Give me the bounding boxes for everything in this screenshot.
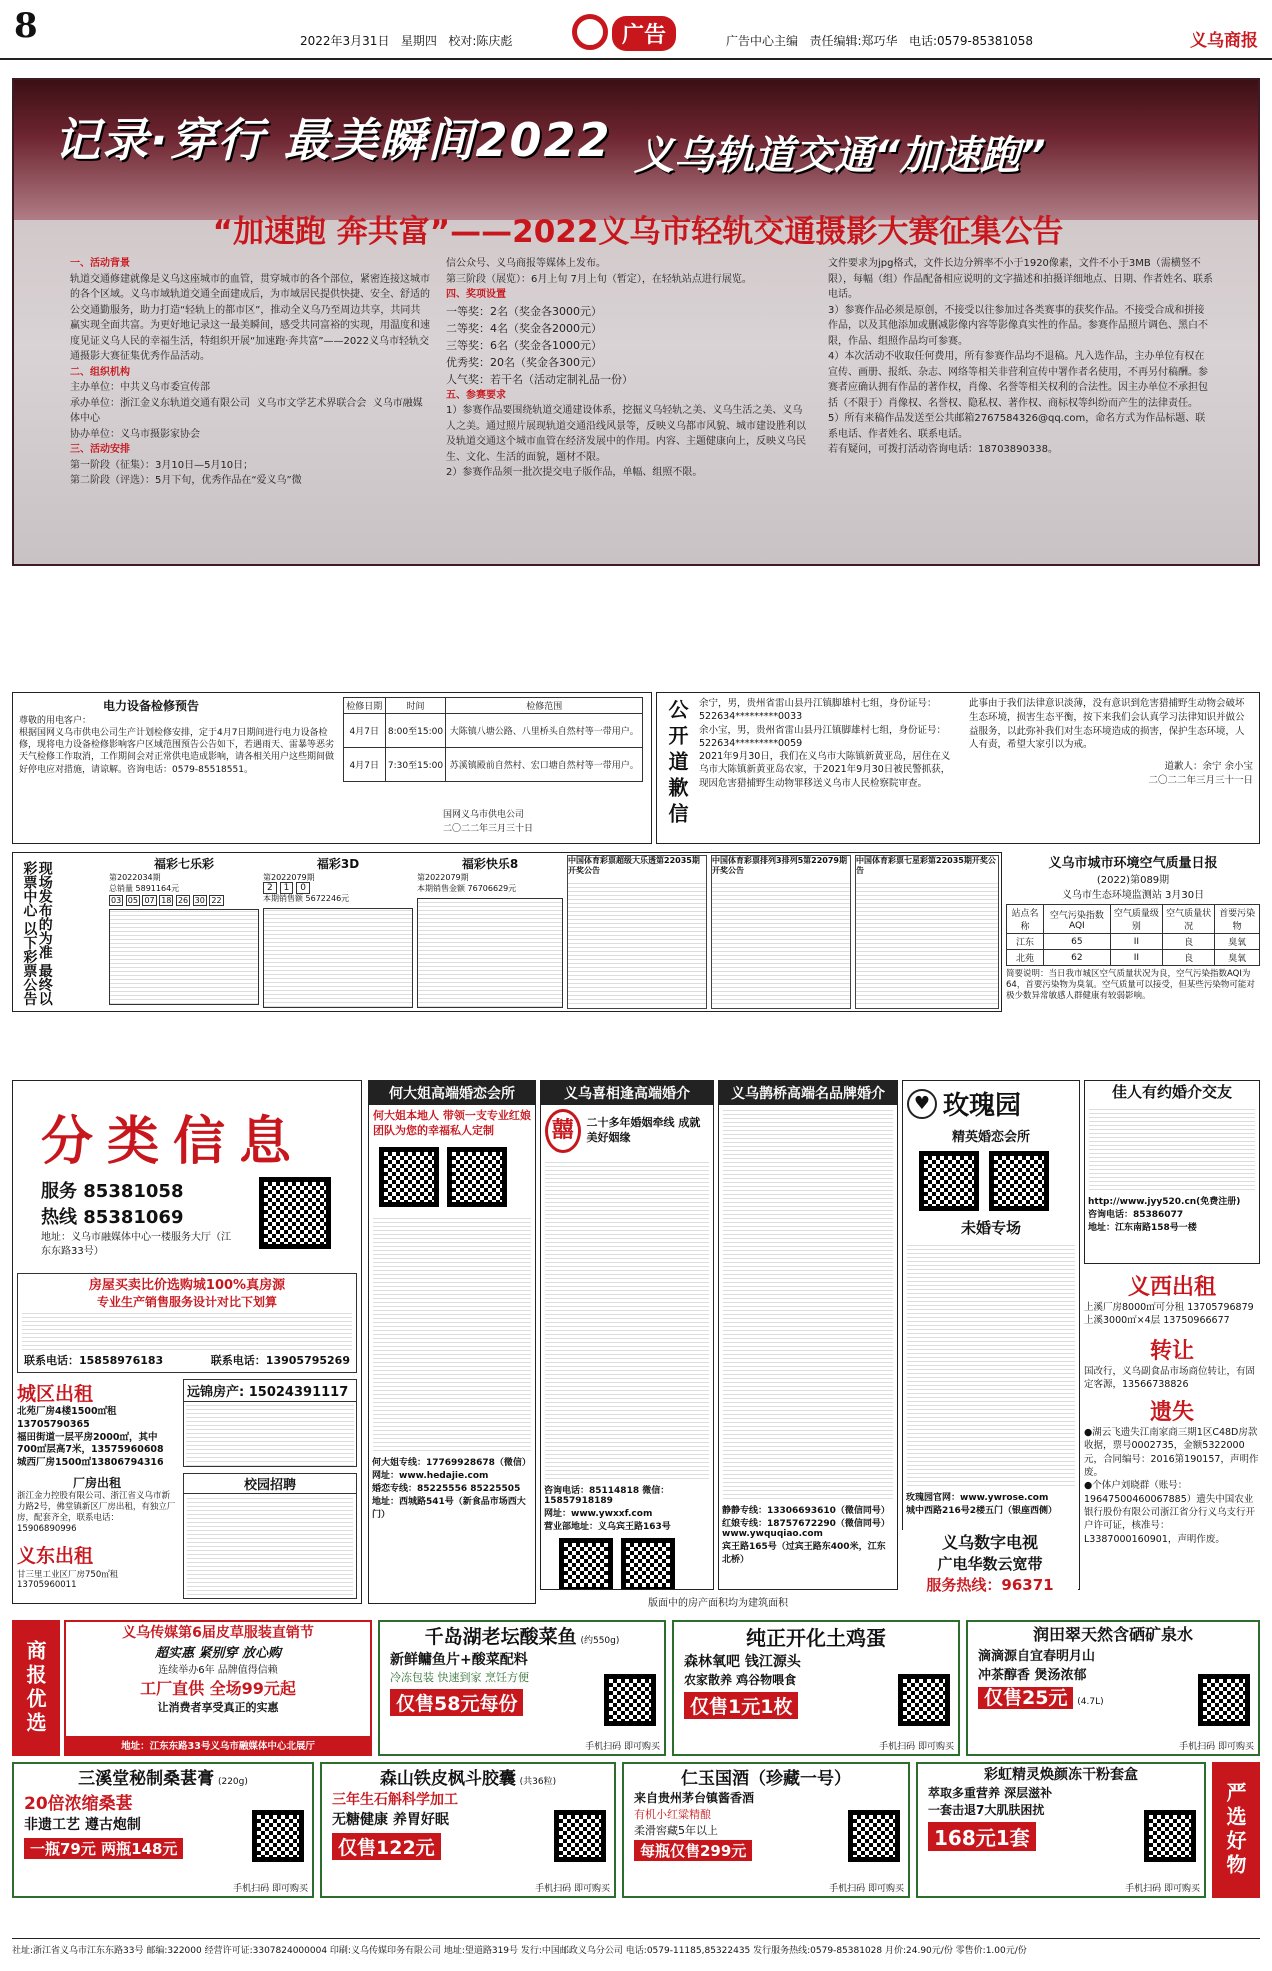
page-header: [0, 0, 1272, 60]
scan-label: 手机扫码 即可购买: [1179, 1742, 1254, 1752]
rose-garden-agency: [902, 1080, 1080, 1590]
sports-lottery-1: 中国体育彩票超级大乐透第22035期开奖公告: [567, 855, 707, 1009]
agency-slogan: 二十多年婚姻牵线 成就美好姻缘: [586, 1116, 701, 1144]
agency-web: 网址：www.hedajie.com: [372, 1470, 489, 1481]
qr-code-icon[interactable]: [621, 1538, 675, 1590]
marriage-agency-queqiao: [718, 1080, 898, 1590]
yuanjin-title: 远锦房产: [187, 1385, 240, 1400]
classified-address: 地址：义乌市融媒体中心一楼服务大厅（江东东路33号）: [41, 1232, 231, 1257]
paper-logo: 义乌商报: [1190, 31, 1258, 51]
east-rent-title: 义东出租: [17, 1545, 94, 1568]
product-title: 仁玉国酒（珍藏一号）: [681, 1769, 851, 1789]
section-label: 广告: [612, 16, 676, 51]
section-phone: 电话:0579-85381058: [908, 34, 1033, 48]
jiaren-web: http://www.jyy520.cn(免费注册): [1088, 1197, 1241, 1207]
classified-title: 分类信息: [41, 1112, 306, 1172]
apology-person-1: 余宁，男，贵州省雷山县丹江镇脚雄村七组，身份证号：522634*********0033: [699, 698, 937, 723]
area-disclaimer: 版面中的房产面积均为建筑面积: [648, 1598, 788, 1609]
product-line: 20倍浓缩桑葚: [24, 1794, 133, 1814]
section-host: 广告中心主编: [726, 34, 799, 48]
product-price: 仅售1元1枚: [684, 1692, 798, 1719]
section-heading: 四、奖项设置: [446, 289, 506, 300]
table-header: 检修范围: [446, 698, 643, 714]
product-eggs[interactable]: [672, 1620, 960, 1756]
heart-icon: ♥: [907, 1089, 937, 1119]
product-line: 让消费者享受真正的实惠: [157, 1701, 279, 1714]
product-line: 农家散养 鸡谷物喂食: [684, 1673, 797, 1687]
section-heading: 二、组织机构: [70, 366, 130, 378]
rose-subtitle: 精英婚恋会所: [951, 1130, 1030, 1145]
product-weight: (共36粒): [519, 1777, 557, 1787]
product-fur-sale[interactable]: [64, 1620, 372, 1756]
lost-text: ●湖云飞遗失江南家商三期1区C48D房款收据，票号0002735，金额5322000元，合同编号：2016第190157，声明作废。 ●个体户刘晓群（账号：19647500460067885）遗失中国农业银行股份有限公司浙江省分行义乌支行开户许可证，核准号：L3387000160901，声明作废。: [1084, 1427, 1259, 1545]
product-line: 来自贵州茅台镇酱香酒: [634, 1791, 755, 1805]
product-title: 义乌传媒第6届皮草服装直销节: [122, 1625, 314, 1641]
product-line: 森林氧吧 钱江源头: [684, 1654, 801, 1670]
product-mineral-water[interactable]: [966, 1620, 1260, 1756]
apology-statement: 此事由于我们法律意识淡薄，没有意识到危害猎捕野生动物会破坏生态环境，损害生态平衡，按下来我们会认真学习法律知识并做公益服务，以此弥补我们对生态环境造成的损害，保护生态环境，人人有责，希望大家引以为戒。: [969, 698, 1245, 751]
yuanjin-realty: 远锦房产: 15024391117: [183, 1379, 357, 1467]
agency-tel: 婚恋专线：85225556 85225505: [372, 1483, 521, 1494]
sports-lottery-3: 中国体育彩票七星彩第22035期开奖公告: [855, 855, 999, 1009]
fc3d-sales: 本期销售额 5672246元: [263, 894, 350, 903]
air-note: 简要说明：当日我市城区空气质量状况为良，空气污染指数AQI为64，首要污染物为臭氧。空气质量可以接受，但某些污染物可能对极少数异常敏感人群健康有较弱影响。: [1006, 969, 1255, 1002]
qr-code-icon[interactable]: [447, 1147, 507, 1207]
table-header: 时间: [385, 698, 446, 714]
weekday: 星期四: [400, 34, 437, 48]
agency-addr: 营业部地址：义乌宾王路163号: [544, 1522, 671, 1532]
public-apology-letter: [656, 692, 1260, 844]
rose-site: 玫瑰园官网：www.ywrose.com: [906, 1493, 1049, 1503]
product-price: 一瓶79元 两瓶148元: [24, 1838, 183, 1859]
banner-slogan: 义乌轨道交通“加速跑”: [634, 133, 1046, 179]
product-line: 有机小红粱精酿: [634, 1808, 711, 1821]
series-title: 记录·穿行 最美瞬间2022: [54, 113, 612, 167]
marriage-agency-hedajie: [368, 1080, 536, 1604]
scan-label: 手机扫码 即可购买: [535, 1884, 610, 1894]
section-text: 主办单位：中共义乌市委宣传部 承办单位：浙江金义东轨道交通有限公司 义乌市文学艺术界联合会 义乌市融媒体中心 协办单位：义乌市摄影家协会: [70, 382, 423, 440]
product-baijiu[interactable]: [622, 1762, 910, 1898]
qlc-sales: 总销量 5891164元: [109, 884, 180, 893]
house-ad-subtitle: 专业生产销售服务设计对比下划算: [96, 1295, 277, 1309]
section-text: 信公众号、义乌商报等媒体上发布。 第三阶段（展览）：6月上旬 7月上旬（暂定），在轻轨站点进行展览。: [446, 258, 752, 285]
west-rent-title: 义西出租: [1127, 1275, 1216, 1300]
notice-signature: 国网义乌市供电公司: [443, 810, 525, 820]
section-text: 一等奖：2名（奖金各3000元） 二等奖：4名（奖金各2000元） 三等奖：6名（奖金各1000元） 优秀奖：20名（奖金各300元） 人气奖：若干名（活动定制礼品一份）: [446, 304, 633, 386]
fc3d-issue: 第2022079期: [263, 873, 315, 882]
scan-label: 手机扫码 即可购买: [1125, 1884, 1200, 1894]
kl8-block: [417, 853, 563, 1012]
table-row: 江东 65 II 良 臭氧: [1007, 934, 1260, 950]
product-line: 三年生石斛科学加工: [332, 1792, 458, 1808]
qr-code-icon[interactable]: [559, 1538, 613, 1590]
product-line: 工厂直供 全场99元起: [140, 1679, 296, 1698]
west-rent-text: 上溪厂房8000㎡可分租 13705796879 上溪3000㎡×4层 13750966677: [1084, 1302, 1254, 1327]
agency-title: 义乌喜相逢高端婚介: [541, 1081, 713, 1105]
air-issue: (2022)第089期: [1096, 875, 1170, 886]
qr-code-icon[interactable]: [259, 1177, 331, 1249]
agency-tel: 静静专线：13306693610（微信同号）: [722, 1506, 890, 1516]
product-line: 连续举办6年 品牌值得信赖: [158, 1665, 278, 1676]
house-ad-title: 房屋买卖比价选购城100%真房源: [88, 1278, 286, 1293]
product-title: 千岛湖老坛酸菜鱼: [424, 1626, 577, 1648]
section-heading: 三、活动安排: [70, 444, 130, 455]
product-price: 仅售122元: [332, 1833, 441, 1860]
qr-code-icon[interactable]: [898, 1674, 950, 1726]
agency-tel-2: 红娘专线：18757672290（微信同号）: [722, 1519, 890, 1529]
air-date: 3月30日: [1165, 890, 1205, 901]
factory-rent-title: 厂房出租: [72, 1476, 121, 1491]
section-logo-icon: [572, 14, 608, 50]
product-freeze-dried-powder[interactable]: [916, 1762, 1206, 1898]
side-label-right: 严选好物: [1212, 1762, 1260, 1898]
lost-title: 遗失: [1149, 1400, 1194, 1426]
agency-title: 义乌鹊桥高端名品牌婚介: [719, 1081, 897, 1105]
table-header: 检修日期: [344, 698, 386, 714]
product-price: 每瓶仅售299元: [634, 1840, 752, 1861]
agency-addr: 宾王路165号（过宾王路东400米，江东北桥）: [722, 1542, 886, 1565]
section-text: 轨道交通修建就像是义乌这座城市的血管，贯穿城市的各个部位，紧密连接这城市的各个区域。义乌市域轨道交通全面建成后，为市域居民提供快捷、安全、舒适的公交通勤服务，助力打造“轻轨上的都市区”，推动全义乌乃至周边共享，共同共赢实现全面共富。为更好地记录这一最美瞬间，感受共同富裕的实现，用温度和速度见证义乌人民的幸福生活，特组织开展“加速跑·奔共富”——2022义乌市轻轨交通摄影大赛征集优秀作品活动。: [70, 273, 430, 362]
rose-special: 未婚专场: [960, 1219, 1021, 1237]
east-rent-text: 甘三里工业区厂房750㎡租13705960011: [17, 1570, 119, 1591]
house-phone-2: 联系电话：13905795269: [210, 1354, 350, 1367]
fc3d-numbers: 2 1 0: [263, 883, 413, 893]
rose-title: 玫瑰园: [943, 1091, 1022, 1121]
digital-tv-ad: [902, 1530, 1078, 1600]
footer-text: 社址:浙江省义乌市江东东路33号 邮编:322000 经营许可证:3307824000004 印刷:义乌传媒印务有限公司 地址:望道路319号 发行:中国邮政义乌分公司 电话:0579-11185,85322435 发行服务热线:0579-85381028 月价:24.90元/份 零售价:1.00元/份: [12, 1946, 1027, 1956]
campus-recruitment: [183, 1473, 357, 1599]
qr-code-icon[interactable]: [252, 1810, 304, 1862]
house-trade-ad: [17, 1273, 357, 1373]
page-number: 8: [14, 6, 38, 46]
section-editor: 责任编辑:郑巧华: [809, 34, 898, 48]
contest-col-1: [70, 256, 430, 489]
house-phone-1: 联系电话：15858976183: [24, 1354, 164, 1367]
product-dendrobium-capsule[interactable]: [320, 1762, 616, 1898]
product-line: 冷冻包装 快速到家 烹饪方便: [390, 1671, 529, 1684]
qlc-numbers: 03 05 07 18 26 30 22: [111, 896, 222, 905]
agency-title: 何大姐高端婚恋会所: [369, 1081, 535, 1105]
product-weight: (220g): [217, 1777, 248, 1787]
maintenance-table: [343, 697, 643, 782]
qr-code-icon[interactable]: [379, 1147, 439, 1207]
qlc-issue: 第2022034期: [109, 873, 161, 882]
service-label: 服务: [41, 1181, 77, 1202]
side-label-left: 商报优选: [12, 1620, 60, 1756]
apology-date: 二〇二二年三月三十一日: [1148, 774, 1253, 786]
hotline-number: 85381069: [83, 1207, 184, 1228]
product-line: 冲茶醇香 煲汤浓郁: [978, 1668, 1087, 1683]
scan-label: 手机扫码 即可购买: [233, 1884, 308, 1894]
jiaren-phone: 咨询电话：85386077: [1088, 1210, 1184, 1220]
product-mulberry-paste[interactable]: [12, 1762, 314, 1898]
table-row: 北苑 62 II 良 臭氧: [1007, 950, 1260, 966]
air-quality-report: [1006, 852, 1260, 1012]
factory-rent-text: 浙江金力控股有限公司、浙江省义乌市新力路2号，佛堂镇新区厂房出租，有独立厂房，配套齐全，联系电话：15906890996: [17, 1491, 176, 1535]
agency-contact: 何大姐专线：17769928678（微信）: [372, 1457, 531, 1468]
tv-title: 义乌数字电视: [941, 1533, 1038, 1552]
contest-col-2: [446, 256, 808, 481]
fc3d-title: 福彩3D: [316, 857, 360, 871]
issue-date: 2022年3月31日: [300, 34, 390, 48]
rose-addr: 城中西路216号2楼五门（银座西侧）: [906, 1506, 1058, 1516]
yuanjin-phone: 15024391117: [248, 1385, 349, 1400]
page-footer: [12, 1938, 1260, 1960]
fc3d-block: [263, 853, 413, 1012]
notice-title: 电力设备检修预告: [103, 699, 200, 713]
tv-hotline-label: 服务热线：: [926, 1576, 1002, 1594]
double-happiness-icon: 囍: [545, 1109, 581, 1153]
product-line: 新鲜鳙鱼片+酸菜配料: [390, 1652, 528, 1668]
table-row: 4月7日 8:00至15:00 大陈镇八塘公路、八里桥头自然村等一带用户。: [344, 714, 643, 748]
tv-hotline: 96371: [1001, 1576, 1054, 1594]
section-heading: 五、参赛要求: [446, 389, 506, 401]
west-rent-block: [1084, 1270, 1260, 1546]
product-pickled-fish[interactable]: [378, 1620, 666, 1756]
qr-code-icon[interactable]: [1144, 1810, 1196, 1862]
product-line: 超实惠 紧别穿 放心购: [154, 1646, 282, 1661]
section-text: 第一阶段（征集）：3月10日—5月10日； 第二阶段（评选）：5月下旬，优秀作品在“爱义乌”微: [70, 459, 302, 486]
city-rent-title: 城区出租: [17, 1383, 94, 1405]
air-table: 站点名称 空气污染指数AQI 空气质量级别 空气质量状况 首要污染物 江东 65 II 良 臭氧 北苑 62 II 良 臭氧: [1006, 904, 1260, 966]
notice-date: 二〇二二年三月三十日: [443, 824, 534, 834]
classified-section: [12, 1080, 362, 1604]
sports-lottery-2: 中国体育彩票排列3排列5第22079期开奖公告: [711, 855, 851, 1009]
marriage-agency-xixiangfeng: [540, 1080, 714, 1590]
agency-tel: 咨询电话：85114818 微信：15857918189: [544, 1486, 670, 1506]
apology-signers: 道歉人：余宁 余小宝: [1164, 761, 1253, 773]
kl8-issue: 第2022079期: [417, 873, 469, 882]
product-title: 彩虹精灵焕颜冻干粉套盒: [984, 1767, 1138, 1783]
jiaren-title: 佳人有约婚介交友: [1111, 1083, 1232, 1101]
product-title: 三溪堂秘制桑葚膏: [78, 1769, 215, 1789]
agency-addr: 地址：西城路541号（新食品市场西大门）: [372, 1496, 526, 1520]
agency-web: 网址：www.ywxxf.com: [544, 1509, 653, 1519]
product-line: 一套击退7大肌肤困扰: [928, 1803, 1045, 1817]
section-heading: 一、活动背景: [70, 258, 130, 269]
jiaren-addr: 地址：江东南路158号一楼: [1088, 1223, 1197, 1233]
product-address: 地址：江东东路33号义乌市融媒体中心北展厅: [66, 1736, 370, 1754]
power-maintenance-notice: [12, 692, 652, 844]
product-line: 滴滴源自宜春明月山: [978, 1649, 1096, 1664]
product-line: 无糖健康 养胃好眠: [332, 1812, 449, 1828]
product-price: 仅售58元每份: [390, 1689, 523, 1716]
city-rent-block: [17, 1379, 177, 1599]
notice-body: 尊敬的用电客户： 根据国网义乌市供电公司生产计划检修安排，定于4月7日期间进行电力设备检修，现将电力设备检修影响客户区域范围预告公告如下，若遇雨天、雷暴等恶劣天气检修工作取消，工作期间会对正常供电造成影响，请各相关用户这些期间做好停电应对措施，请谅解。咨询电话：0579-85518551。: [19, 716, 335, 775]
contest-col-3: [828, 256, 1214, 458]
apology-title: 公开道歉信: [665, 699, 689, 829]
agency-slogan: 何大姐本地人 带领一支专业红娘团队为您的幸福私人定制: [373, 1109, 531, 1137]
table-row: 4月7日 7:30至15:00 苏溪镇殿前自然村、宏口塘自然村等一带用户。: [344, 748, 643, 782]
qr-code-icon[interactable]: [554, 1810, 606, 1862]
air-title: 义乌市城市环境空气质量日报: [1048, 856, 1218, 871]
scan-label: 手机扫码 即可购买: [585, 1742, 660, 1752]
scan-label: 手机扫码 即可购买: [829, 1884, 904, 1894]
proofreader: 校对:陈庆彪: [448, 34, 513, 48]
product-line: 非遗工艺 遵古炮制: [24, 1817, 141, 1833]
qlc-title: 福彩七乐彩: [153, 857, 214, 871]
product-title: 润田翠天然含硒矿泉水: [1032, 1625, 1193, 1644]
transfer-text: 国改行，义乌副食品市场商位转让，有固定客源，13566738826: [1084, 1365, 1256, 1390]
product-line: 萃取多重营养 深层滋补: [928, 1786, 1053, 1800]
apology-fact: 2021年9月30日，我们在义乌市大陈镇新黄亚岛，居住在义乌市大陈镇新黄亚岛农家，于2021年9月30日被民警抓获，现因危害猎捕野生动物罪移送义乌市人民检察院审查。: [699, 751, 951, 789]
qr-code-icon[interactable]: [989, 1151, 1049, 1211]
kl8-title: 福彩快乐8: [461, 857, 519, 871]
scan-label: 手机扫码 即可购买: [879, 1742, 954, 1752]
transfer-title: 转让: [1149, 1338, 1194, 1364]
lottery-vertical-note: 现场发布的为准 最终以彩票中心 以下彩票公告: [21, 861, 53, 1006]
photo-contest-banner: [12, 78, 1260, 566]
product-title: 纯正开化土鸡蛋: [746, 1626, 886, 1650]
agency-web: www.ywquqiao.com: [722, 1529, 823, 1539]
city-rent-text: 北苑厂房4楼1500㎡租13705790365 福田街道一层平房2000㎡，其中700㎡层高7米，13575960608 城西厂房1500㎡13806794316: [17, 1406, 164, 1469]
kl8-sales: 本期销售金额 76706629元: [417, 884, 517, 893]
service-number: 85381058: [83, 1181, 184, 1202]
product-weight: (约550g): [580, 1636, 620, 1646]
product-line: 柔滑窖藏5年以上: [634, 1824, 718, 1837]
apology-person-2: 余小宝，男，贵州省雷山县丹江镇脚雄村七组，身份证号：522634*********0059: [699, 724, 947, 749]
product-title: 森山铁皮枫斗胶囊: [379, 1769, 516, 1789]
hotline-label: 热线: [41, 1207, 77, 1228]
air-org: 义乌市生态环境监测站: [1061, 890, 1162, 901]
section-logo: [572, 14, 712, 54]
qr-code-icon[interactable]: [848, 1810, 900, 1862]
qr-code-icon[interactable]: [919, 1151, 979, 1211]
recruit-title: 校园招聘: [184, 1474, 356, 1494]
qlc-block: [109, 853, 259, 1012]
section-text: 文件要求为jpg格式，文件长边分辨率不小于1920像素，文件不小于3MB（需横竖不限），每幅（组）作品配备相应说明的文字描述和拍摄详细地点、日期、作者姓名、联系电话。 3）参赛作品必须是原创，不接受以往参加过各类赛事的获奖作品。不接受合成和拼接作品，以及其他添加或删减影像内容等影像真实性的作品。参赛作品照片调色、黑白不限，作品、组照作品均可参赛。 4）本次活动不收取任何费用，所有参赛作品均不退稿。凡入选作品，主办单位有权在宣传、画册、报纸、杂志、网络等相关非营利宣传中署作者名使用，不再另付稿酬。参赛者应确认拥有作品的著作权，肖像、名誉等相关权利的合法性。因主办单位不承担包括（不限于）肖像权、名誉权、隐私权、著作权、商标权等纠纷而产生的法律责任。 5）所有来稿作品发送至公共邮箱2767584326@qq.com，命名方式为作品标题、联系电话、作者姓名、联系电话。 若有疑问，可拨打活动咨询电话：18703890338。: [828, 258, 1213, 455]
lottery-section: [12, 852, 1002, 1012]
tv-subtitle: 广电华数云宽带: [937, 1555, 1043, 1573]
qr-code-icon[interactable]: [604, 1674, 656, 1726]
section-text: 1）参赛作品要围绕轨道交通建设体系，挖掘义乌轻轨之美、义乌生活之美、义乌人之美。通过照片展现轨道交通沿线风景等，反映义乌都市风貌、城市建设胜利以及轨道交通这个城市血管在经济发展中的作用。内容、主题健康向上，反映义乌民生、文化、生活的面貌，题材不限。 2）参赛作品须一批次提交电子版作品，单幅、组照不限。: [446, 405, 806, 479]
jiaren-agency: [1084, 1080, 1260, 1264]
banner-headline: “加速跑 奔共富”——2022义乌市轻轨交通摄影大赛征集公告: [212, 214, 1064, 250]
product-price: 仅售25元: [978, 1687, 1073, 1709]
product-unit: (4.7L): [1077, 1697, 1104, 1707]
product-price: 168元1套: [928, 1822, 1036, 1851]
qr-code-icon[interactable]: [1198, 1674, 1250, 1726]
